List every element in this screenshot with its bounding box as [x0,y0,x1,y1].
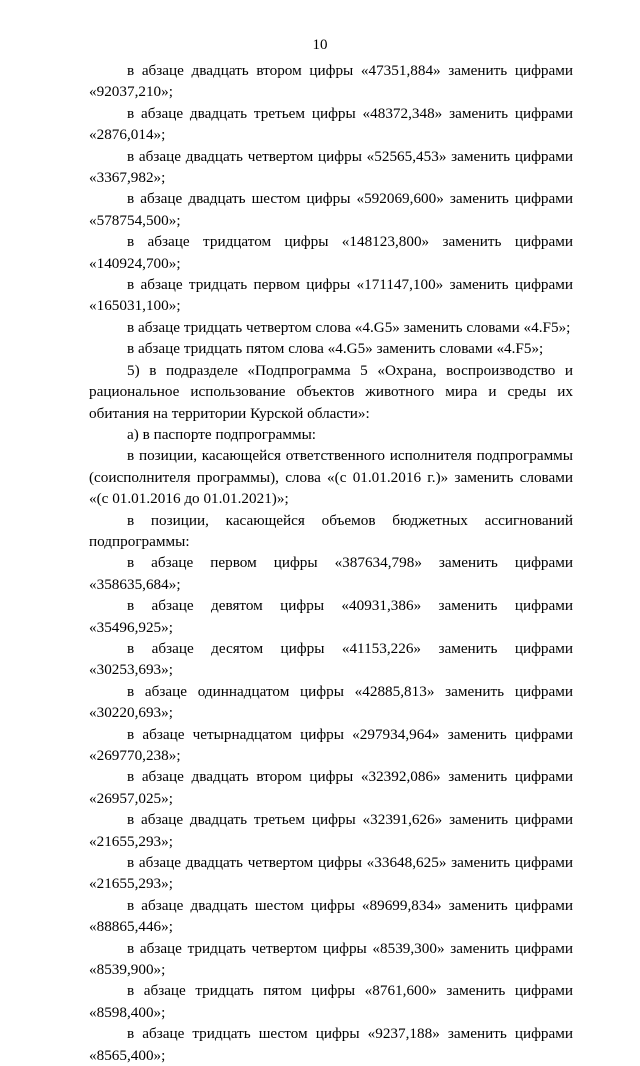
paragraph: в абзаце тридцать четвертом слова «4.G5» заменить словами «4.F5»; [127,318,571,336]
paragraph: в абзаце тридцать пятом слова «4.G5» заменить словами «4.F5»; [127,340,544,358]
paragraph: в абзаце двадцать третьем цифры «32391,626» заменить цифрами «21655,293»; [89,811,573,850]
paragraph: в абзаце четырнадцатом цифры «297934,964» заменить цифрами «269770,238»; [89,725,573,764]
paragraph: 5) в подразделе «Подпрограмма 5 «Охрана, воспроизводство и рациональное использование объектов животного мира и среды их обитания на территории Курской области»: [89,361,573,422]
paragraph: в абзаце двадцать шестом цифры «89699,834» заменить цифрами «88865,446»; [89,896,573,936]
paragraph: в абзаце двадцать четвертом цифры «52565,453» заменить цифрами «3367,982»; [89,147,573,187]
paragraph: в абзаце одиннадцатом цифры «42885,813» заменить цифрами «30220,693»; [89,682,573,722]
paragraph: в позиции, касающейся ответственного исполнителя подпрограммы (соисполнителя программы), слова «(с 01.01.2016 г.)» заменить словами «(с 01.01.2016 до 01.01.2021)»; [89,447,573,508]
paragraph: в абзаце тридцатом цифры «148123,800» заменить цифрами «140924,700»; [89,233,573,272]
paragraph: в абзаце тридцать шестом цифры «9237,188» заменить цифрами «8565,400»; [89,1025,573,1064]
paragraph: в абзаце двадцать третьем цифры «48372,348» заменить цифрами «2876,014»; [89,104,573,144]
paragraph: в абзаце двадцать втором цифры «47351,884» заменить цифрами «92037,210»; [89,62,573,101]
paragraph: в абзаце тридцать пятом цифры «8761,600» заменить цифрами «8598,400»; [89,982,573,1021]
paragraph: в абзаце двадцать втором цифры «32392,086» заменить цифрами «26957,025»; [89,768,573,807]
paragraph: а) в паспорте подпрограммы: [127,425,316,443]
page-number: 10 [312,37,328,53]
paragraph: в абзаце девятом цифры «40931,386» заменить цифрами «35496,925»; [89,597,573,636]
paragraph: в абзаце двадцать четвертом цифры «33648,625» заменить цифрами «21655,293»; [89,854,573,893]
paragraph: в абзаце тридцать первом цифры «171147,100» заменить цифрами «165031,100»; [89,276,573,315]
paragraph: в абзаце двадцать шестом цифры «592069,600» заменить цифрами «578754,500»; [89,190,573,229]
paragraph: в абзаце десятом цифры «41153,226» заменить цифрами «30253,693»; [89,639,573,679]
paragraph: в абзаце первом цифры «387634,798» заменить цифрами «358635,684»; [89,554,573,593]
document-body [89,60,573,1066]
paragraph: в позиции, касающейся объемов бюджетных ассигнований подпрограммы: [89,511,573,550]
paragraph: в абзаце тридцать четвертом цифры «8539,300» заменить цифрами «8539,900»; [89,939,573,979]
